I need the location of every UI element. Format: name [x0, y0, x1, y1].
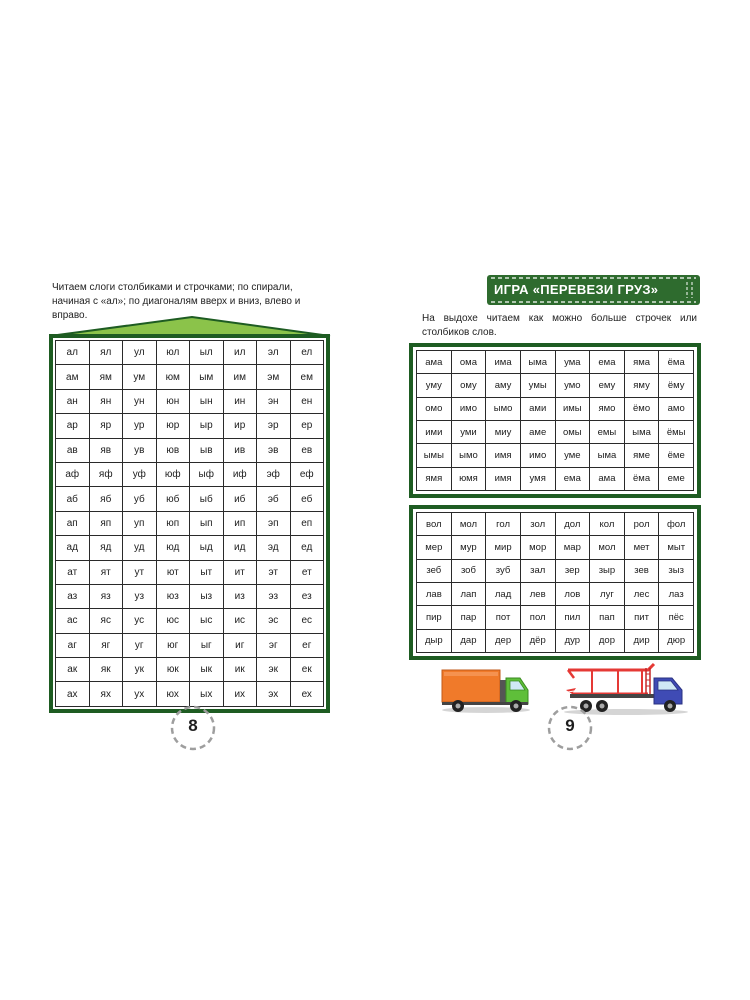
grid-cell: яр: [89, 414, 123, 438]
grid-cell: ал: [56, 341, 90, 365]
grid-cell: има: [486, 351, 521, 374]
grid-cell: иб: [223, 487, 257, 511]
grid-cell: мет: [624, 536, 659, 559]
grid-cell: мол: [451, 513, 486, 536]
grid-cell: яз: [89, 584, 123, 608]
grid-cell: ед: [290, 536, 324, 560]
grid-cell: дер: [486, 629, 521, 652]
grid-cell: дол: [555, 513, 590, 536]
grid-cell: яд: [89, 536, 123, 560]
grid-cell: омы: [555, 420, 590, 443]
grid-cell: ям: [89, 365, 123, 389]
grid-cell: ам: [56, 365, 90, 389]
grid-cell: юб: [156, 487, 190, 511]
grid-cell: ып: [190, 511, 224, 535]
grid-cell: пир: [417, 606, 452, 629]
grid-cell: уб: [123, 487, 157, 511]
grid-cell: иф: [223, 462, 257, 486]
grid-cell: пап: [590, 606, 625, 629]
grid-cell: лов: [555, 582, 590, 605]
grid-cell: эф: [257, 462, 291, 486]
grid-cell: мор: [520, 536, 555, 559]
grid-cell: дур: [555, 629, 590, 652]
grid-cell: юф: [156, 462, 190, 486]
grid-cell: юм: [156, 365, 190, 389]
grid-cell: зол: [520, 513, 555, 536]
grid-cell: ун: [123, 389, 157, 413]
grid-cell: ёмо: [624, 397, 659, 420]
grid-cell: амо: [659, 397, 694, 420]
grid-cell: ёму: [659, 374, 694, 397]
grid-row: [417, 559, 694, 582]
grid-cell: эс: [257, 609, 291, 633]
grid-row: [56, 389, 324, 413]
grid-cell: юн: [156, 389, 190, 413]
grid-cell: омо: [417, 397, 452, 420]
syllable-grid-frame: [49, 334, 330, 713]
grid-cell: зев: [624, 559, 659, 582]
grid-cell: ымы: [417, 444, 452, 467]
grid-cell: зер: [555, 559, 590, 582]
grid-cell: мир: [486, 536, 521, 559]
grid-cell: ас: [56, 609, 90, 633]
grid-cell: уму: [417, 374, 452, 397]
grid-cell: пёс: [659, 606, 694, 629]
grid-cell: ид: [223, 536, 257, 560]
grid-cell: уме: [555, 444, 590, 467]
grid-cell: еп: [290, 511, 324, 535]
grid-cell: фол: [659, 513, 694, 536]
grid-cell: зуб: [486, 559, 521, 582]
grid-cell: зоб: [451, 559, 486, 582]
grid-cell: ами: [520, 397, 555, 420]
grid-cell: мыт: [659, 536, 694, 559]
grid-cell: зал: [520, 559, 555, 582]
grid-cell: юр: [156, 414, 190, 438]
grid-row: [56, 487, 324, 511]
grid-row: [56, 609, 324, 633]
grid-cell: ив: [223, 438, 257, 462]
grid-cell: уф: [123, 462, 157, 486]
grid-row: [56, 511, 324, 535]
grid-cell: ёме: [659, 444, 694, 467]
grid-cell: ыл: [190, 341, 224, 365]
word-grid-2: [416, 512, 694, 653]
right-instruction: На выдохе читаем как можно больше строчек или столбиков слов.: [422, 313, 697, 338]
grid-cell: дор: [590, 629, 625, 652]
grid-cell: ев: [290, 438, 324, 462]
grid-cell: ег: [290, 633, 324, 657]
grid-cell: ял: [89, 341, 123, 365]
grid-cell: пот: [486, 606, 521, 629]
grid-cell: юд: [156, 536, 190, 560]
grid-row: [417, 629, 694, 652]
grid-cell: лаз: [659, 582, 694, 605]
grid-cell: юп: [156, 511, 190, 535]
grid-cell: ах: [56, 682, 90, 707]
grid-cell: ома: [451, 351, 486, 374]
grid-cell: имя: [486, 467, 521, 490]
grid-cell: умо: [555, 374, 590, 397]
grid-row: [56, 341, 324, 365]
grid-cell: эв: [257, 438, 291, 462]
grid-cell: дар: [451, 629, 486, 652]
grid-cell: ому: [451, 374, 486, 397]
grid-cell: ёмы: [659, 420, 694, 443]
grid-cell: ат: [56, 560, 90, 584]
grid-cell: яме: [624, 444, 659, 467]
grid-cell: ук: [123, 658, 157, 682]
grid-cell: мур: [451, 536, 486, 559]
page-title: ИГРА «ПЕРЕВЕЗИ ГРУЗ»: [494, 282, 659, 297]
grid-cell: ек: [290, 658, 324, 682]
grid-cell: ымо: [486, 397, 521, 420]
grid-cell: эб: [257, 487, 291, 511]
grid-cell: мер: [417, 536, 452, 559]
grid-cell: еб: [290, 487, 324, 511]
grid-cell: из: [223, 584, 257, 608]
grid-row: [417, 374, 694, 397]
grid-cell: ум: [123, 365, 157, 389]
grid-cell: емы: [590, 420, 625, 443]
grid-cell: гол: [486, 513, 521, 536]
grid-cell: ёма: [659, 351, 694, 374]
page-number-right: 9: [565, 716, 575, 735]
grid-cell: ем: [290, 365, 324, 389]
grid-cell: ян: [89, 389, 123, 413]
grid-row: [417, 397, 694, 420]
grid-cell: мар: [555, 536, 590, 559]
word-grid-1: [416, 350, 694, 491]
grid-cell: им: [223, 365, 257, 389]
grid-cell: ыд: [190, 536, 224, 560]
grid-cell: ым: [190, 365, 224, 389]
grid-row: [56, 365, 324, 389]
grid-cell: ак: [56, 658, 90, 682]
grid-cell: пил: [555, 606, 590, 629]
grid-cell: умя: [520, 467, 555, 490]
grid-cell: дюр: [659, 629, 694, 652]
grid-cell: ер: [290, 414, 324, 438]
grid-cell: лап: [451, 582, 486, 605]
grid-cell: аму: [486, 374, 521, 397]
grid-row: [56, 584, 324, 608]
grid-cell: эл: [257, 341, 291, 365]
grid-cell: юв: [156, 438, 190, 462]
grid-cell: ех: [290, 682, 324, 707]
word-grid-2-frame: [409, 505, 701, 660]
grid-cell: умы: [520, 374, 555, 397]
grid-cell: ир: [223, 414, 257, 438]
grid-row: [56, 658, 324, 682]
grid-cell: ими: [417, 420, 452, 443]
grid-cell: лес: [624, 582, 659, 605]
grid-cell: рол: [624, 513, 659, 536]
grid-row: [417, 606, 694, 629]
grid-cell: ен: [290, 389, 324, 413]
grid-row: [417, 444, 694, 467]
grid-cell: як: [89, 658, 123, 682]
grid-cell: ама: [590, 467, 625, 490]
grid-cell: эз: [257, 584, 291, 608]
grid-cell: ез: [290, 584, 324, 608]
grid-cell: пар: [451, 606, 486, 629]
grid-cell: луг: [590, 582, 625, 605]
grid-cell: ул: [123, 341, 157, 365]
grid-cell: ет: [290, 560, 324, 584]
grid-cell: яс: [89, 609, 123, 633]
grid-cell: вол: [417, 513, 452, 536]
grid-cell: лав: [417, 582, 452, 605]
grid-cell: их: [223, 682, 257, 707]
grid-cell: ын: [190, 389, 224, 413]
grid-cell: кол: [590, 513, 625, 536]
grid-cell: зыр: [590, 559, 625, 582]
grid-cell: ема: [555, 467, 590, 490]
grid-cell: уп: [123, 511, 157, 535]
grid-cell: ел: [290, 341, 324, 365]
grid-cell: имо: [520, 444, 555, 467]
grid-cell: имя: [486, 444, 521, 467]
grid-cell: ур: [123, 414, 157, 438]
grid-cell: ыф: [190, 462, 224, 486]
grid-cell: ыз: [190, 584, 224, 608]
grid-cell: ямя: [417, 467, 452, 490]
grid-cell: эн: [257, 389, 291, 413]
grid-cell: еф: [290, 462, 324, 486]
grid-cell: эп: [257, 511, 291, 535]
grid-cell: лев: [520, 582, 555, 605]
grid-cell: эх: [257, 682, 291, 707]
grid-cell: ык: [190, 658, 224, 682]
grid-cell: ус: [123, 609, 157, 633]
grid-cell: юг: [156, 633, 190, 657]
grid-cell: имы: [555, 397, 590, 420]
grid-cell: ют: [156, 560, 190, 584]
grid-cell: ад: [56, 536, 90, 560]
grid-cell: ил: [223, 341, 257, 365]
grid-cell: ыв: [190, 438, 224, 462]
grid-cell: яму: [624, 374, 659, 397]
grid-cell: дир: [624, 629, 659, 652]
grid-cell: яв: [89, 438, 123, 462]
grid-cell: ыр: [190, 414, 224, 438]
grid-cell: мол: [590, 536, 625, 559]
grid-cell: ап: [56, 511, 90, 535]
grid-cell: ин: [223, 389, 257, 413]
grid-cell: аме: [520, 420, 555, 443]
grid-row: [56, 560, 324, 584]
grid-row: [56, 633, 324, 657]
grid-cell: уд: [123, 536, 157, 560]
page-number-left: 8: [188, 716, 198, 735]
grid-row: [417, 467, 694, 490]
grid-cell: эд: [257, 536, 291, 560]
grid-cell: ыб: [190, 487, 224, 511]
grid-cell: пит: [624, 606, 659, 629]
grid-cell: ымо: [451, 444, 486, 467]
grid-row: [417, 582, 694, 605]
grid-row: [417, 351, 694, 374]
grid-cell: эм: [257, 365, 291, 389]
grid-cell: ых: [190, 682, 224, 707]
grid-cell: яма: [624, 351, 659, 374]
grid-cell: ят: [89, 560, 123, 584]
grid-row: [417, 536, 694, 559]
grid-row: [56, 438, 324, 462]
grid-row: [56, 462, 324, 486]
syllable-grid: [55, 340, 324, 707]
grid-cell: юз: [156, 584, 190, 608]
grid-cell: ыма: [624, 420, 659, 443]
grid-cell: дёр: [520, 629, 555, 652]
grid-cell: ыс: [190, 609, 224, 633]
grid-cell: ис: [223, 609, 257, 633]
grid-cell: аг: [56, 633, 90, 657]
grid-cell: иг: [223, 633, 257, 657]
grid-cell: ыт: [190, 560, 224, 584]
grid-cell: лад: [486, 582, 521, 605]
grid-cell: эт: [257, 560, 291, 584]
grid-cell: ыг: [190, 633, 224, 657]
grid-cell: ув: [123, 438, 157, 462]
grid-cell: имо: [451, 397, 486, 420]
grid-cell: эр: [257, 414, 291, 438]
grid-cell: дыр: [417, 629, 452, 652]
grid-cell: ях: [89, 682, 123, 707]
grid-cell: ёма: [624, 467, 659, 490]
grid-row: [417, 513, 694, 536]
grid-cell: уми: [451, 420, 486, 443]
grid-cell: ик: [223, 658, 257, 682]
grid-cell: ума: [555, 351, 590, 374]
grid-cell: ямо: [590, 397, 625, 420]
grid-cell: яф: [89, 462, 123, 486]
box-truck-illustration: [440, 664, 532, 714]
grid-cell: пол: [520, 606, 555, 629]
grid-cell: юк: [156, 658, 190, 682]
grid-cell: ип: [223, 511, 257, 535]
grid-row: [56, 414, 324, 438]
grid-cell: юх: [156, 682, 190, 707]
grid-cell: уг: [123, 633, 157, 657]
grid-cell: миу: [486, 420, 521, 443]
grid-cell: уз: [123, 584, 157, 608]
left-instruction: Читаем слоги столбиками и строчками; по спирали, начиная с «ал»; по диагоналям вверх и вниз, влево и вправо.: [52, 282, 301, 321]
grid-cell: аб: [56, 487, 90, 511]
grid-cell: эк: [257, 658, 291, 682]
word-grid-1-frame: [409, 343, 701, 498]
grid-cell: зеб: [417, 559, 452, 582]
grid-cell: зыз: [659, 559, 694, 582]
grid-cell: ыма: [590, 444, 625, 467]
grid-row: [56, 536, 324, 560]
grid-cell: ыма: [520, 351, 555, 374]
grid-cell: еме: [659, 467, 694, 490]
grid-cell: юс: [156, 609, 190, 633]
grid-cell: ав: [56, 438, 90, 462]
grid-cell: ан: [56, 389, 90, 413]
grid-cell: ама: [417, 351, 452, 374]
grid-cell: ема: [590, 351, 625, 374]
grid-cell: ар: [56, 414, 90, 438]
grid-cell: яб: [89, 487, 123, 511]
grid-row: [417, 420, 694, 443]
grid-cell: эг: [257, 633, 291, 657]
grid-cell: ит: [223, 560, 257, 584]
grid-cell: юл: [156, 341, 190, 365]
grid-cell: яп: [89, 511, 123, 535]
grid-cell: ух: [123, 682, 157, 707]
grid-cell: юмя: [451, 467, 486, 490]
grid-cell: аф: [56, 462, 90, 486]
grid-cell: ес: [290, 609, 324, 633]
grid-cell: яг: [89, 633, 123, 657]
grid-cell: аз: [56, 584, 90, 608]
grid-cell: ут: [123, 560, 157, 584]
grid-cell: ему: [590, 374, 625, 397]
